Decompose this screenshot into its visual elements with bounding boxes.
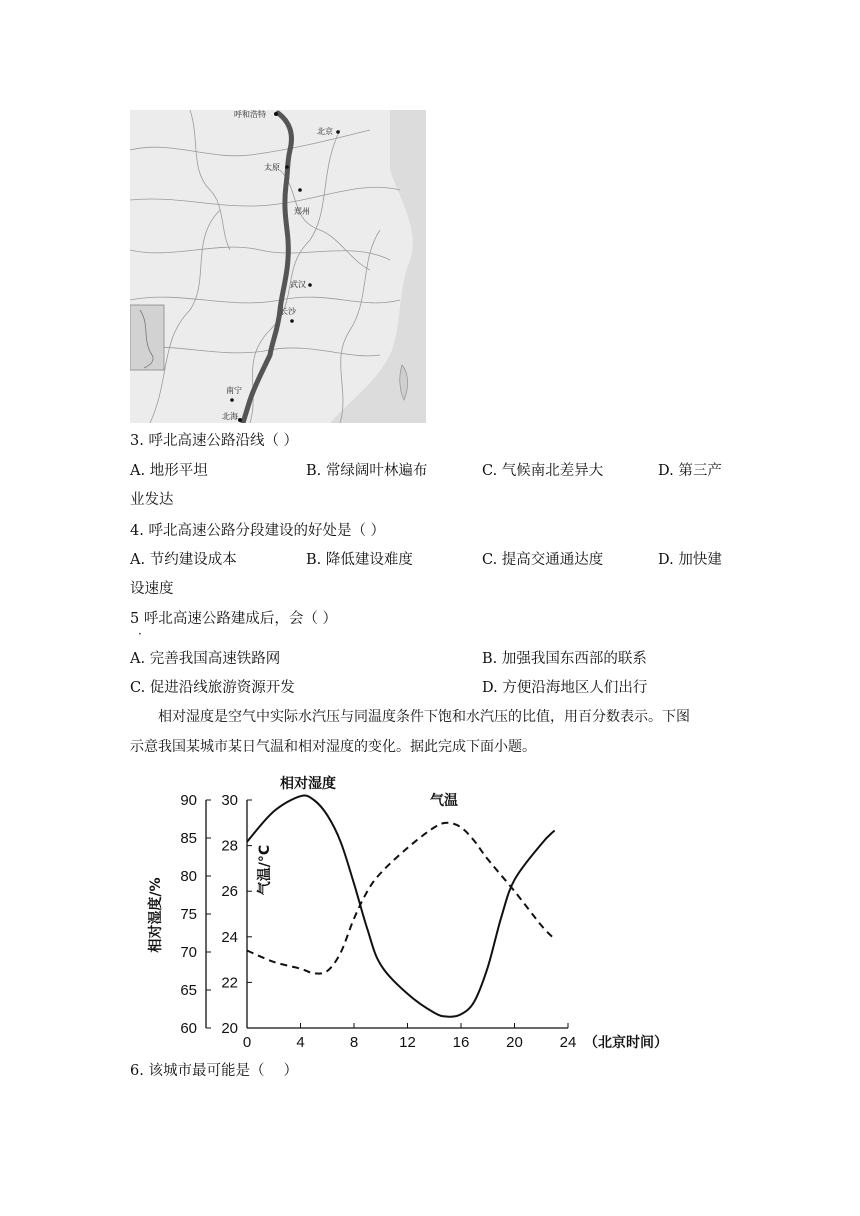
right-tick-label: 24 bbox=[221, 928, 238, 946]
chart-series bbox=[247, 796, 555, 1017]
x-tick-label: 12 bbox=[399, 1034, 416, 1051]
left-tick-label: 60 bbox=[180, 1020, 197, 1037]
left-tick-label: 70 bbox=[180, 944, 197, 961]
x-axis-label: （北京时间） bbox=[584, 1035, 668, 1051]
series-line-humidity bbox=[247, 796, 555, 1017]
city-label: 郑州 bbox=[294, 207, 310, 216]
city-label: 北海 bbox=[222, 412, 238, 421]
series-line-temperature bbox=[247, 823, 555, 974]
q4-option-c: C. 提高交通通达度 bbox=[482, 552, 604, 568]
chart-axes bbox=[180, 792, 576, 1051]
route-map bbox=[130, 110, 426, 423]
x-tick-label: 8 bbox=[349, 1034, 359, 1051]
intro-paragraph-line-2: 示意我国某城市某日气温和相对湿度的变化。据此完成下面小题。 bbox=[130, 739, 536, 755]
city-label: 呼和浩特 bbox=[234, 110, 266, 119]
left-axis-label: 相对湿度/% bbox=[148, 877, 164, 953]
q4-option-d: D. 加快建 bbox=[658, 552, 722, 568]
x-tick-label: 24 bbox=[559, 1034, 577, 1051]
q5-option-a: A. 完善我国高速铁路网 bbox=[130, 651, 281, 667]
q4-option-d-continued: 设速度 bbox=[130, 581, 174, 597]
x-tick-label: 0 bbox=[242, 1034, 252, 1051]
right-axis-label: 气温/°C bbox=[257, 844, 273, 896]
question-3-stem: 3. 呼北高速公路沿线（ ） bbox=[130, 433, 299, 449]
q5-option-d: D. 方便沿海地区人们出行 bbox=[482, 680, 648, 696]
right-tick-label: 30 bbox=[221, 792, 238, 809]
intro-paragraph-line-1: 相对湿度是空气中实际水汽压与同温度条件下饱和水汽压的比值，用百分数表示。下图 bbox=[158, 709, 690, 725]
question-5-stem: 5 呼北高速公路建成后，会（ ） bbox=[130, 611, 337, 627]
q4-option-a: A. 节约建设成本 bbox=[130, 552, 237, 568]
city-label: 北京 bbox=[317, 127, 333, 136]
city-label: 武汉 bbox=[290, 280, 306, 289]
q3-option-d-continued: 业发达 bbox=[130, 492, 174, 508]
series-label-humidity: 相对湿度 bbox=[280, 776, 336, 792]
q5-option-b: B. 加强我国东西部的联系 bbox=[482, 651, 647, 667]
q3-option-d: D. 第三产 bbox=[658, 463, 722, 479]
city-label: 太原 bbox=[264, 163, 280, 172]
q4-option-b: B. 降低建设难度 bbox=[306, 552, 413, 568]
question-5-dot: · bbox=[138, 627, 142, 641]
city-label: 南宁 bbox=[226, 386, 242, 395]
q3-option-c: C. 气候南北差异大 bbox=[482, 463, 604, 479]
left-tick-label: 80 bbox=[180, 868, 197, 885]
question-6-stem: 6. 该城市最可能是（ ） bbox=[130, 1063, 299, 1079]
city-label: 长沙 bbox=[280, 307, 296, 316]
question-4-stem: 4. 呼北高速公路分段建设的好处是（ ） bbox=[130, 523, 386, 539]
q3-option-a: A. 地形平坦 bbox=[130, 463, 208, 479]
right-tick-label: 28 bbox=[221, 837, 238, 855]
humidity-temperature-chart bbox=[140, 775, 700, 1065]
map-graphic bbox=[130, 110, 426, 423]
right-tick-label: 22 bbox=[221, 974, 238, 992]
q5-option-c: C. 促进沿线旅游资源开发 bbox=[130, 680, 295, 696]
right-tick-label: 26 bbox=[221, 883, 238, 901]
chart-svg bbox=[140, 775, 700, 1065]
series-label-temperature: 气温 bbox=[430, 793, 458, 809]
left-tick-label: 65 bbox=[180, 982, 197, 999]
x-tick-label: 20 bbox=[506, 1034, 523, 1051]
left-tick-label: 90 bbox=[180, 792, 197, 809]
q3-option-b: B. 常绿阔叶林遍布 bbox=[306, 463, 428, 479]
x-tick-label: 4 bbox=[296, 1034, 305, 1051]
x-tick-label: 16 bbox=[452, 1034, 470, 1051]
right-tick-label: 20 bbox=[221, 1020, 238, 1037]
left-tick-label: 75 bbox=[180, 906, 197, 923]
left-tick-label: 85 bbox=[180, 830, 197, 847]
